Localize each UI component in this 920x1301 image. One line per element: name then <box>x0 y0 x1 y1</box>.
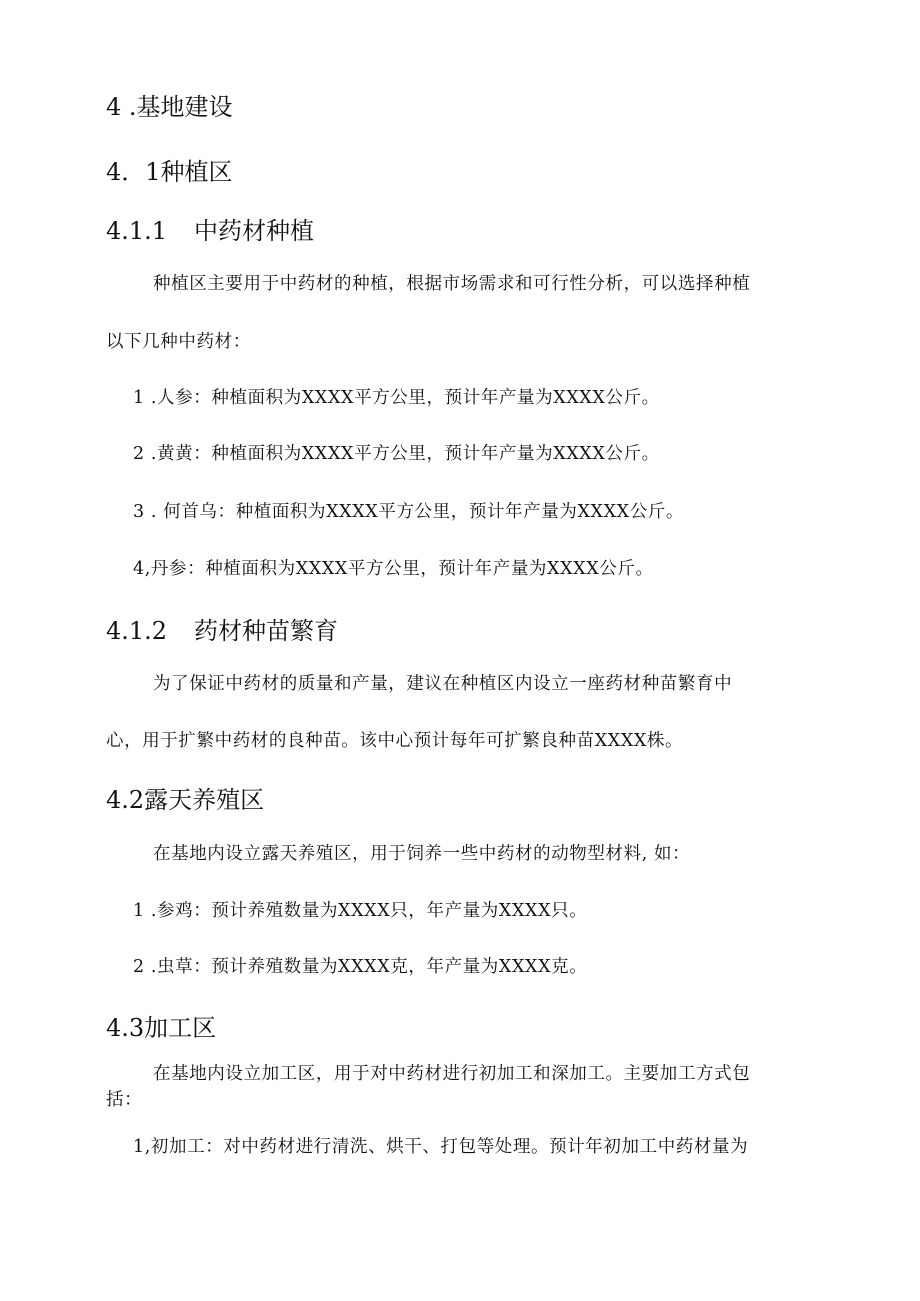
section-4-title: 4 .基地建设 <box>106 93 233 121</box>
planting-item-1: 1 .人参：种植面积为XXXX平方公里，预计年产量为XXXX公斤。 <box>133 388 660 408</box>
section-4-1-2-title: 药材种苗繁育 <box>194 617 338 645</box>
planting-item-3: 3 . 何首乌：种植面积为XXXX平方公里，预计年产量为XXXX公斤。 <box>133 502 684 522</box>
planting-item-2: 2 .黄黄：种植面积为XXXX平方公里，预计年产量为XXXX公斤。 <box>133 444 660 464</box>
breeding-item-2: 2 .虫草：预计养殖数量为XXXX克，年产量为XXXX克。 <box>133 957 588 977</box>
planting-intro-line-1: 种植区主要用于中药材的种植，根据市场需求和可行性分析，可以选择种植 <box>153 274 751 294</box>
section-4-1-1-heading <box>106 219 314 243</box>
processing-item-1: 1,初加工：对中药材进行清洗、烘干、打包等处理。预计年初加工中药材量为 <box>133 1137 749 1157</box>
section-4-1-title: 4．1种植区 <box>106 158 233 186</box>
section-4-1-2-heading <box>106 619 338 643</box>
section-4-2-title: 4.2露天养殖区 <box>106 786 265 814</box>
section-4-1-1-number: 4.1.1 <box>106 217 168 245</box>
planting-intro-line-2: 以下几种中药材： <box>106 332 251 352</box>
breeding-item-1: 1 .参鸡：预计养殖数量为XXXX只，年产量为XXXX只。 <box>133 901 588 921</box>
section-4-1-2-number: 4.1.2 <box>106 617 168 645</box>
breeding-intro: 在基地内设立露天养殖区，用于饲养一些中药材的动物型材料, 如： <box>153 844 691 864</box>
seedling-line-2: 心，用于扩繁中药材的良种苗。该中心预计每年可扩繁良种苗XXXX株。 <box>106 731 684 751</box>
processing-intro-line-2: 括： <box>106 1090 143 1110</box>
section-4-1-1-title: 中药材种植 <box>194 217 314 245</box>
seedling-line-1: 为了保证中药材的质量和产量，建议在种植区内设立一座药材种苗繁育中 <box>153 674 733 694</box>
section-4-3-title: 4.3加工区 <box>106 1014 217 1042</box>
processing-intro-line-1: 在基地内设立加工区，用于对中药材进行初加工和深加工。主要加工方式包 <box>153 1064 751 1084</box>
planting-item-4: 4,丹参：种植面积为XXXX平方公里，预计年产量为XXXX公斤。 <box>133 559 654 579</box>
